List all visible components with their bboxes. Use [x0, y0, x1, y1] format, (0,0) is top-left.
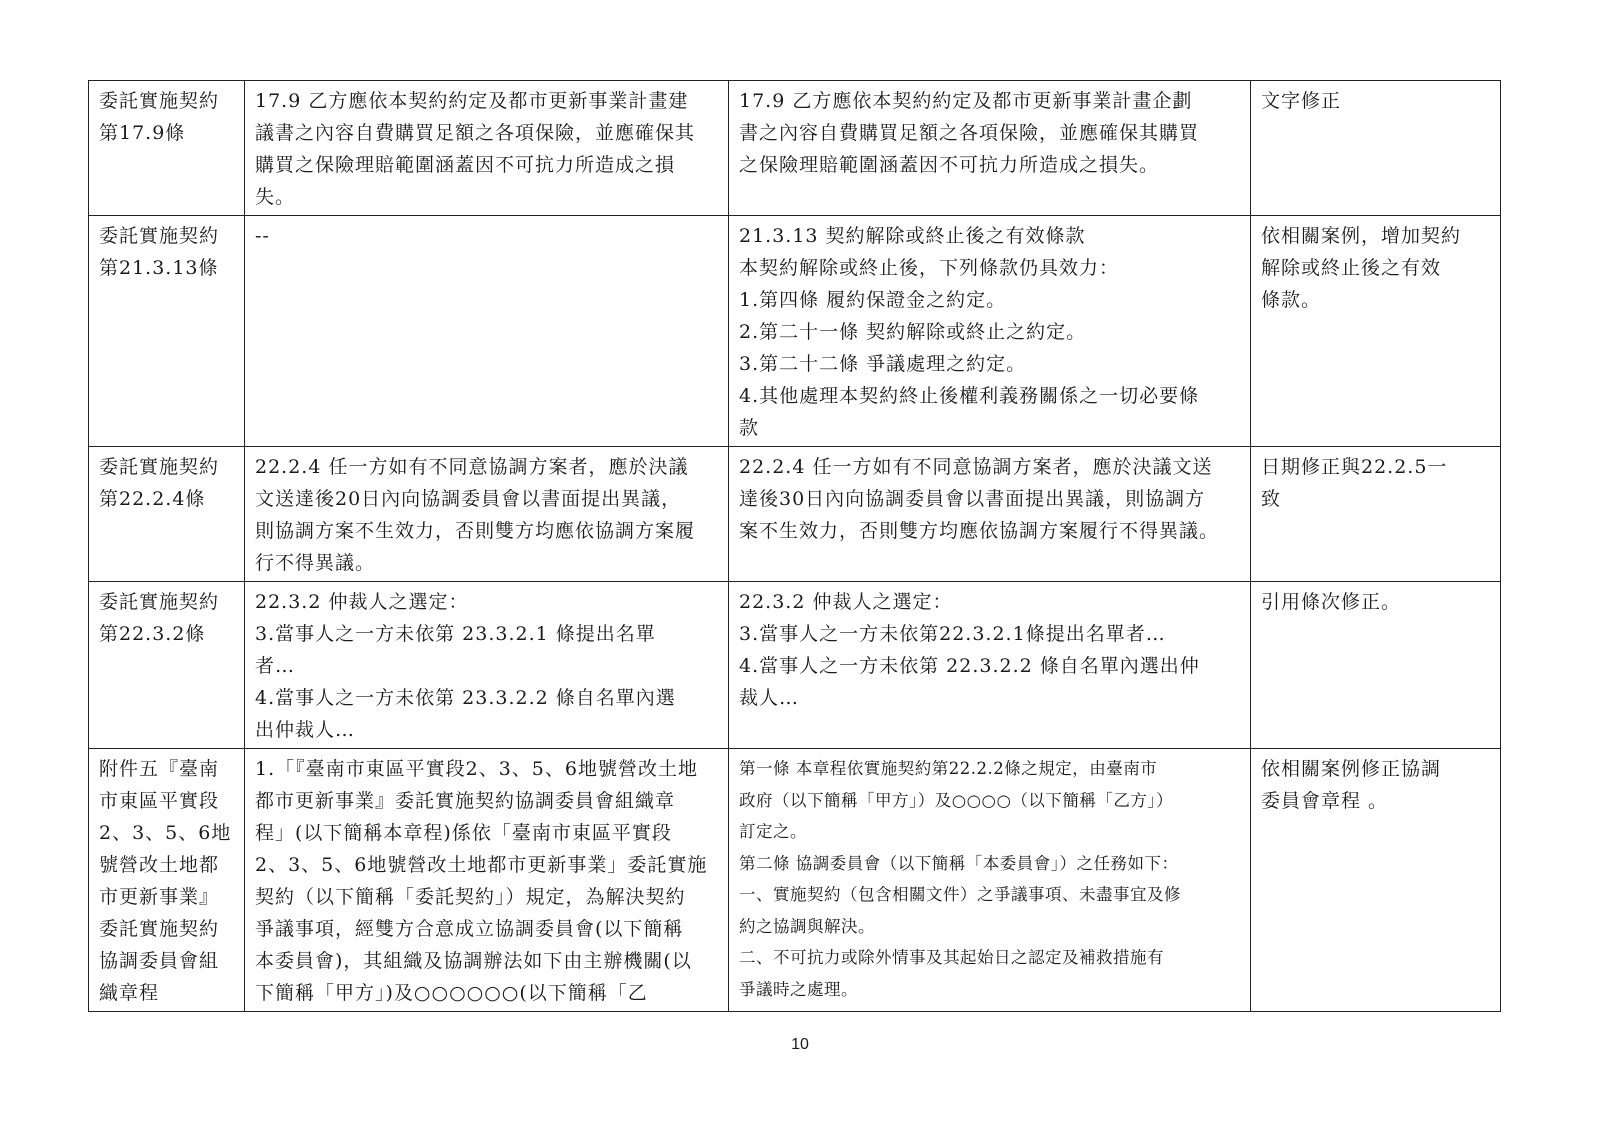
amendment-table-body — [89, 81, 1501, 1012]
article-cell — [89, 447, 245, 582]
cell-text-line: 委託實施契約 — [99, 591, 220, 613]
cell-text-line: 二、不可抗力或除外情事及其起始日之認定及補救措施有 — [739, 948, 1164, 967]
cell-text-line: 書之內容自費購買足額之各項保險，並應確保其購買 — [739, 122, 1200, 144]
cell-text-line: 則協調方案不生效力，否則雙方均應依協調方案履 — [255, 520, 696, 542]
article-cell — [89, 81, 245, 216]
original-text-cell — [245, 749, 729, 1012]
cell-text-line: 1.「『臺南市東區平實段2、3、5、6地號營改土地 — [255, 758, 698, 780]
article-cell — [89, 216, 245, 447]
original-text-cell — [245, 447, 729, 582]
cell-text-line: 委託實施契約 — [99, 918, 220, 940]
cell-text-line: 委託實施契約 — [99, 225, 220, 247]
revised-text-cell — [729, 216, 1251, 447]
cell-text-line: 委託實施契約 — [99, 90, 220, 112]
cell-text-line: 款 — [739, 417, 760, 439]
cell-text-line: 4.其他處理本契約終止後權利義務關係之一切必要條 — [739, 385, 1200, 407]
cell-text-line: 一、實施契約（包含相關文件）之爭議事項、未盡事宜及修 — [739, 885, 1181, 904]
cell-text-line: 3.第二十二條 爭議處理之約定。 — [739, 353, 1027, 375]
cell-text-line: 者… — [255, 655, 296, 677]
cell-text-line: 2、3、5、6地號營改土地都市更新事業」委託實施 — [255, 854, 708, 876]
article-cell — [89, 749, 245, 1012]
cell-text-line: 第22.3.2條 — [99, 623, 206, 645]
revised-text-cell — [729, 447, 1251, 582]
cell-text-line: 3.當事人之一方未依第22.3.2.1條提出名單者… — [739, 623, 1166, 645]
cell-text-line: 22.2.4 任一方如有不同意協調方案者，應於決議 — [255, 456, 689, 478]
note-cell — [1251, 749, 1501, 1012]
cell-text-line: 失。 — [255, 186, 296, 208]
cell-text-line: 22.2.4 任一方如有不同意協調方案者，應於決議文送 — [739, 456, 1213, 478]
amendment-table — [88, 80, 1501, 1012]
original-text-cell — [245, 582, 729, 749]
article-cell — [89, 582, 245, 749]
cell-text-line: 委員會章程 。 — [1261, 790, 1389, 812]
cell-text-line: 爭議時之處理。 — [739, 979, 858, 999]
note-cell — [1251, 81, 1501, 216]
cell-text-line: 達後30日內向協調委員會以書面提出異議，則協調方 — [739, 488, 1206, 510]
cell-text-line: 第17.9條 — [99, 122, 186, 144]
cell-text-line: 之保險理賠範圍涵蓋因不可抗力所造成之損失。 — [739, 154, 1160, 176]
cell-text-line: 案不生效力，否則雙方均應依協調方案履行不得異議。 — [739, 520, 1220, 542]
note-cell — [1251, 447, 1501, 582]
table-row — [89, 749, 1501, 1012]
cell-text-line: 下簡稱「甲方」)及○○○○○○(以下簡稱「乙 — [255, 982, 648, 1004]
original-text-cell — [245, 81, 729, 216]
cell-text-line: 條款。 — [1261, 289, 1322, 311]
cell-text-line: 程」(以下簡稱本章程)係依「臺南市東區平實段 — [255, 822, 672, 844]
cell-text-line: 第22.2.4條 — [99, 488, 206, 510]
cell-text-line: 引用條次修正。 — [1261, 591, 1402, 613]
revised-text-cell — [729, 749, 1251, 1012]
cell-text-line: 3.當事人之一方未依第 23.3.2.1 條提出名單 — [255, 623, 656, 645]
cell-text-line: 裁人… — [739, 687, 800, 709]
cell-text-line: 17.9 乙方應依本契約約定及都市更新事業計畫企劃 — [739, 90, 1193, 112]
note-cell — [1251, 582, 1501, 749]
cell-text-line: 17.9 乙方應依本契約約定及都市更新事業計畫建 — [255, 90, 689, 112]
cell-text-line: 第21.3.13條 — [99, 257, 219, 279]
cell-text-line: 行不得異議。 — [255, 552, 376, 574]
cell-text-line: 都市更新事業』委託實施契約協調委員會組織章 — [255, 790, 676, 812]
cell-text-line: 委託實施契約 — [99, 456, 220, 478]
cell-text-line: 第二條 協調委員會（以下簡稱「本委員會」）之任務如下： — [739, 853, 1179, 873]
cell-text-line: 契約（以下簡稱「委託契約」）規定，為解決契約 — [255, 886, 686, 908]
cell-text-line: 致 — [1261, 488, 1282, 510]
cell-text-line: 第一條 本章程依實施契約第22.2.2條之規定，由臺南市 — [739, 759, 1158, 778]
cell-text-line: 織章程 — [99, 982, 160, 1004]
cell-text-line: 22.3.2 仲裁人之選定： — [739, 591, 953, 613]
cell-text-line: 號營改土地都 — [99, 854, 220, 876]
cell-text-line: 文送達後20日內向協調委員會以書面提出異議， — [255, 488, 682, 510]
page-number: 10 — [791, 1036, 809, 1053]
cell-text-line: 爭議事項，經雙方合意成立協調委員會(以下簡稱 — [255, 918, 684, 940]
cell-text-line: 本契約解除或終止後，下列條款仍具效力： — [739, 257, 1120, 279]
cell-text-line: 22.3.2 仲裁人之選定： — [255, 591, 469, 613]
cell-text-line: 附件五『臺南 — [99, 758, 220, 780]
cell-text-line: 議書之內容自費購買足額之各項保險，並應確保其 — [255, 122, 696, 144]
cell-text-line: 4.當事人之一方未依第 23.3.2.2 條自名單內選 — [255, 687, 676, 709]
cell-text-line: 購買之保險理賠範圍涵蓋因不可抗力所造成之損 — [255, 154, 676, 176]
table-row — [89, 216, 1501, 447]
revised-text-cell — [729, 582, 1251, 749]
cell-text-line: 日期修正與22.2.5一 — [1261, 456, 1448, 478]
cell-text-line: 文字修正 — [1261, 90, 1342, 112]
table-row — [89, 582, 1501, 749]
cell-text-line: 本委員會)，其組織及協調辦法如下由主辦機關(以 — [255, 950, 692, 972]
cell-text-line: 訂定之。 — [739, 822, 807, 841]
table-row — [89, 447, 1501, 582]
cell-text-line: 解除或終止後之有效 — [1261, 257, 1442, 279]
original-text-cell — [245, 216, 729, 447]
cell-text-line: 2、3、5、6地 — [99, 822, 232, 844]
cell-text-line: 依相關案例，增加契約 — [1261, 225, 1462, 247]
cell-text-line: 約之協調與解決。 — [739, 916, 875, 936]
note-cell — [1251, 216, 1501, 447]
cell-text-line: 4.當事人之一方未依第 22.3.2.2 條自名單內選出仲 — [739, 655, 1200, 677]
table-row — [89, 81, 1501, 216]
cell-text-line: 市更新事業』 — [99, 886, 220, 908]
cell-text-line: 2.第二十一條 契約解除或終止之約定。 — [739, 321, 1087, 343]
cell-text-line: 21.3.13 契約解除或終止後之有效條款 — [739, 225, 1086, 247]
cell-text-line: 協調委員會組 — [99, 950, 220, 972]
cell-text-line: 市東區平實段 — [99, 790, 220, 812]
cell-text-line: -- — [255, 225, 270, 247]
cell-text-line: 出仲裁人… — [255, 719, 356, 741]
revised-text-cell — [729, 81, 1251, 216]
cell-text-line: 1.第四條 履約保證金之約定。 — [739, 289, 1007, 311]
cell-text-line: 依相關案例修正協調 — [1261, 758, 1442, 780]
cell-text-line: 政府（以下簡稱「甲方」）及○○○○（以下簡稱「乙方」） — [739, 790, 1174, 810]
